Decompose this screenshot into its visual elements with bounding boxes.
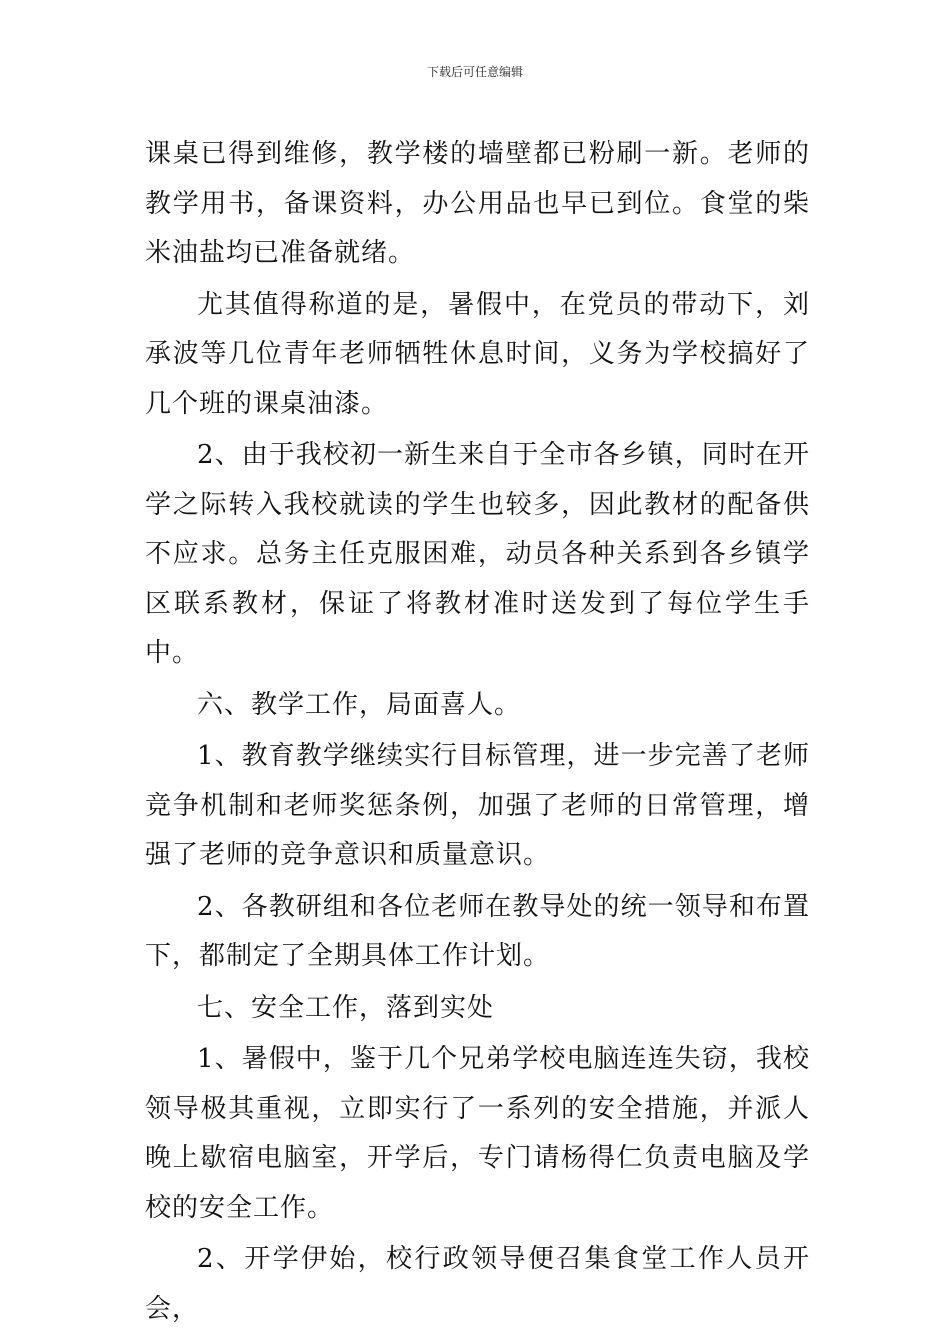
paragraph-2: 尤其值得称道的是，暑假中，在党员的带动下，刘承波等几位青年老师牺牲休息时间，义务为学校搞好了几个班的课桌油漆。	[145, 289, 810, 419]
document-body	[145, 130, 810, 1336]
paragraph-8: 1、暑假中，鉴于几个兄弟学校电脑连连失窃，我校领导极其重视，立即实行了一系列的安全措施，并派人晚上歇宿电脑室，开学后，专门请杨得仁负责电脑及学校的安全工作。	[145, 1044, 810, 1223]
page-header-note: 下载后可任意编辑	[426, 65, 523, 79]
paragraph-1: 课桌已得到维修，教学楼的墙壁都已粉刷一新。老师的教学用书，备课资料，办公用品也早已到位。食堂的柴米油盐均已准备就绪。	[145, 139, 810, 268]
paragraph-5: 1、教育教学继续实行目标管理，进一步完善了老师竞争机制和老师奖惩条例，加强了老师的日常管理，增强了老师的竞争意识和质量意识。	[145, 741, 810, 870]
paragraph-3: 2、由于我校初一新生来自于全市各乡镇，同时在开学之际转入我校就读的学生也较多，因此教材的配备供不应求。总务主任克服困难，动员各种关系到各乡镇学区联系教材，保证了将教材准时送发到了每位学生手中。	[145, 440, 810, 668]
paragraph-6: 2、各教研组和各位老师在教导处的统一领导和布置下，都制定了全期具体工作计划。	[145, 891, 810, 971]
paragraph-9: 2、开学伊始，校行政领导便召集食堂工作人员开会，	[145, 1244, 810, 1324]
section-heading-6: 六、教学工作，局面喜人。	[197, 689, 522, 720]
section-heading-7: 七、安全工作，落到实处	[197, 992, 495, 1023]
